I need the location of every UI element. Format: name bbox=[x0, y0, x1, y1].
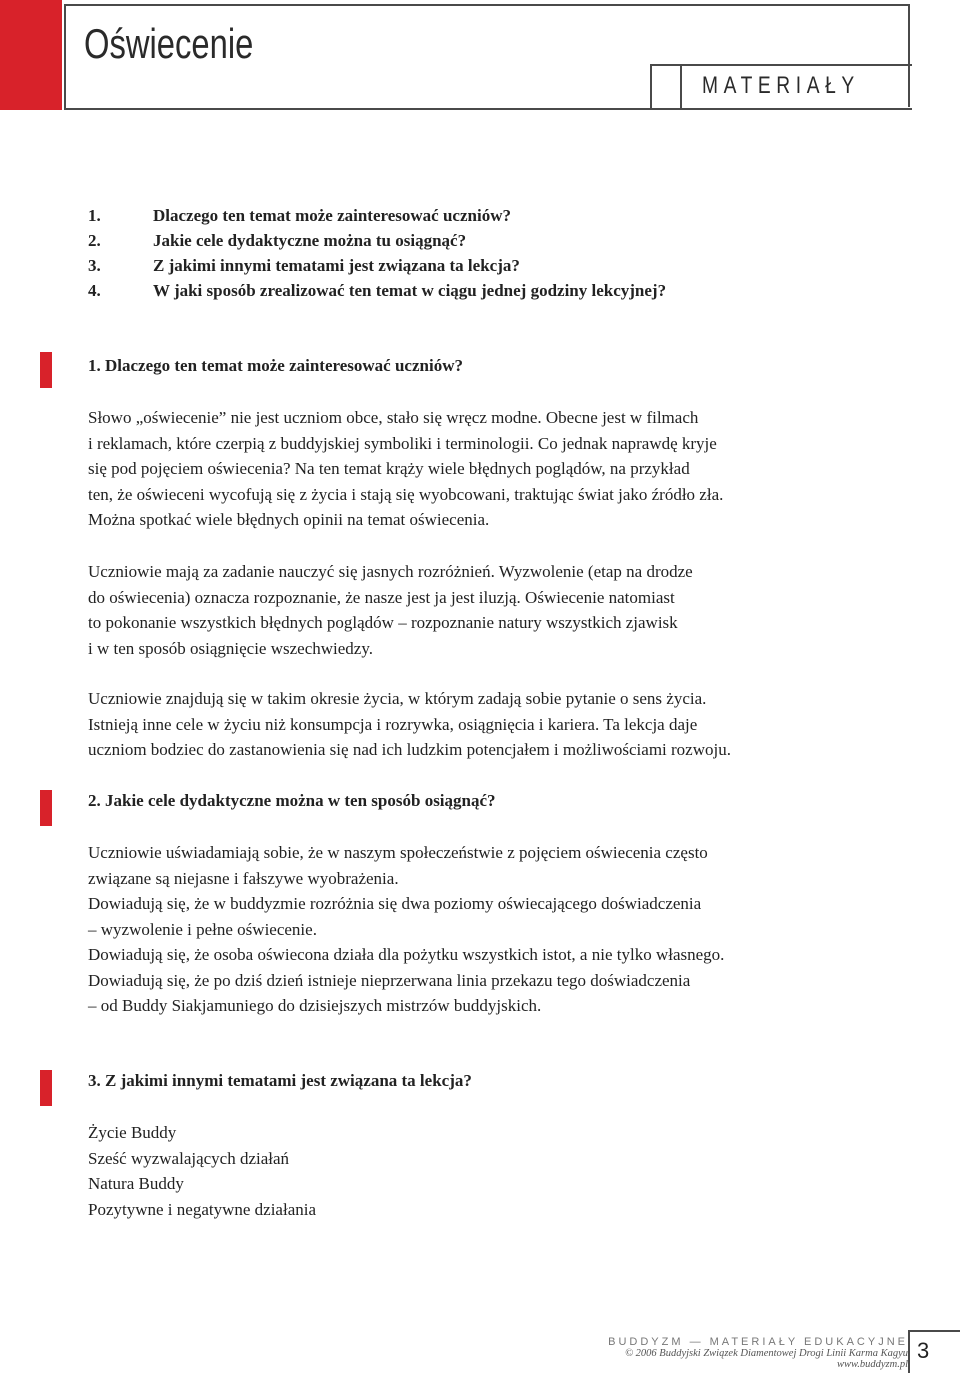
list-item: Natura Buddy bbox=[88, 1174, 184, 1193]
text-line: Można spotkać wiele błędnych opinii na temat oświecenia. bbox=[88, 510, 490, 529]
toc-number: 2. bbox=[88, 231, 101, 250]
text-line: Uczniowie uświadamiają sobie, że w naszym społeczeństwie z pojęciem oświecenia często bbox=[88, 843, 708, 862]
toc-number: 1. bbox=[88, 206, 101, 225]
header-red-strip bbox=[0, 0, 62, 110]
section-1-paragraph-1 bbox=[88, 405, 723, 533]
text-line: Dowiadują się, że w buddyzmie rozróżnia się dwa poziomy oświecającego doświadczenia bbox=[88, 894, 702, 913]
text-line: uczniom bodziec do zastanowienia się nad ich ludzkim potencjałem i możliwościami rozwoju. bbox=[88, 740, 731, 759]
toc-text: Dlaczego ten temat może zainteresować uczniów? bbox=[153, 206, 511, 225]
toc-number: 3. bbox=[88, 256, 101, 275]
text-line: Uczniowie znajdują się w takim okresie życia, w którym zadają sobie pytanie o sens życia. bbox=[88, 689, 707, 708]
footer bbox=[608, 1336, 908, 1370]
text-line: Dowiadują się, że po dziś dzień istnieje nieprzerwana linia przekazu tego doświadczenia bbox=[88, 970, 691, 990]
page-number-frame bbox=[908, 1330, 960, 1373]
text-line: i reklamach, które czerpią z buddyjskiej symboliki i terminologii. Co jednak naprawdę kryje bbox=[88, 433, 717, 453]
text-line: to pokonanie wszystkich błędnych poglądów – rozpoznanie natury wszystkich zjawisk bbox=[88, 613, 678, 632]
toc-number: 4. bbox=[88, 281, 101, 300]
footer-brand: BUDDYZM — MATERIAŁY EDUKACYJNE bbox=[608, 1336, 908, 1348]
section-1-paragraph-3 bbox=[88, 686, 731, 763]
toc-item bbox=[88, 253, 666, 278]
text-line: Istnieją inne cele w życiu niż konsumpcja i rozrywka, osiągnięcia i kariera. Ta lekcja daje bbox=[88, 714, 698, 734]
section-marker bbox=[40, 1070, 52, 1106]
list-item: Pozytywne i negatywne działania bbox=[88, 1199, 317, 1219]
toc-item bbox=[88, 228, 666, 253]
list-item: Sześć wyzwalających działań bbox=[88, 1148, 290, 1168]
toc-item bbox=[88, 278, 666, 303]
toc-text: Jakie cele dydaktyczne można tu osiągnąć? bbox=[153, 231, 467, 250]
text-line: – od Buddy Siakjamuniego do dzisiejszych mistrzów buddyjskich. bbox=[88, 996, 542, 1015]
section-label-divider bbox=[680, 64, 682, 110]
toc-text: Z jakimi innymi tematami jest związana ta lekcja? bbox=[153, 256, 520, 275]
section-title-2: 2. Jakie cele dydaktyczne można w ten sposób osiągnąć? bbox=[88, 791, 496, 810]
related-topics-list bbox=[88, 1120, 316, 1222]
section-label: MATERIAŁY bbox=[702, 72, 860, 99]
text-line: i w ten sposób osiągnięcie wszechwiedzy. bbox=[88, 638, 373, 658]
text-line: się pod pojęciem oświecenia? Na ten temat krąży wiele błędnych poglądów, na przykład bbox=[88, 459, 690, 478]
text-line: Uczniowie mają za zadanie nauczyć się jasnych rozróżnień. Wyzwolenie (etap na drodze bbox=[88, 562, 693, 581]
footer-copyright: © 2006 Buddyjski Związek Diamentowej Drogi Linii Karma Kagyu bbox=[625, 1348, 908, 1359]
text-line: ten, że oświeceni wycofują się z życia i stają się wyobcowani, traktując świat jako źródło zła. bbox=[88, 484, 724, 504]
page-title: Oświecenie bbox=[84, 20, 254, 67]
toc-item bbox=[88, 203, 666, 228]
footer-website: www.buddyzm.pl bbox=[837, 1359, 908, 1370]
toc-list bbox=[88, 203, 666, 303]
list-item: Życie Buddy bbox=[88, 1123, 177, 1142]
text-line: Dowiadują się, że osoba oświecona działa dla pożytku wszystkich istot, a nie tylko własnego. bbox=[88, 945, 725, 964]
text-line: – wyzwolenie i pełne oświecenie. bbox=[88, 919, 317, 939]
text-line: związane są niejasne i fałszywe wyobrażenia. bbox=[88, 868, 399, 888]
text-line: do oświecenia) oznacza rozpoznanie, że nasze jest ja jest iluzją. Oświecenie natomiast bbox=[88, 587, 675, 607]
section-marker bbox=[40, 790, 52, 826]
section-title-1: 1. Dlaczego ten temat może zainteresować uczniów? bbox=[88, 356, 463, 375]
section-title-3: 3. Z jakimi innymi tematami jest związana ta lekcja? bbox=[88, 1071, 472, 1090]
section-1-paragraph-2 bbox=[88, 559, 693, 661]
section-2-paragraph-1 bbox=[88, 840, 724, 1019]
section-marker bbox=[40, 352, 52, 388]
toc-text: W jaki sposób zrealizować ten temat w ciągu jednej godziny lekcyjnej? bbox=[153, 281, 667, 300]
page-number: 3 bbox=[917, 1338, 930, 1363]
text-line: Słowo „oświecenie” nie jest uczniom obce, stało się wręcz modne. Obecne jest w filmach bbox=[88, 408, 699, 427]
